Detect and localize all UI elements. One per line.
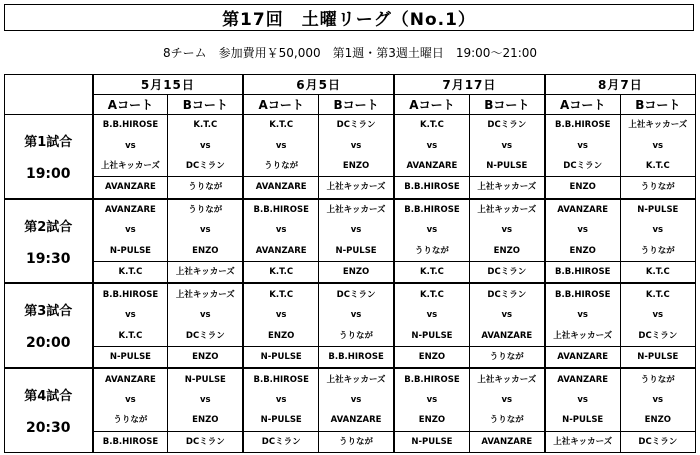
game-time: 20:30 <box>25 420 71 437</box>
corner-cell <box>5 75 93 115</box>
match-stack <box>546 200 620 282</box>
match-stack <box>244 200 318 282</box>
vs-label: vs <box>200 225 211 236</box>
game-name: 第2試合 <box>24 219 73 235</box>
match-stack <box>168 115 242 197</box>
match-cell <box>93 115 168 199</box>
vs-label: vs <box>125 310 136 321</box>
vs-label: vs <box>501 225 513 236</box>
court-header: Aコート <box>545 95 620 115</box>
match-cell <box>319 199 394 284</box>
match-cell <box>168 368 243 452</box>
match-stack <box>470 200 544 282</box>
away-team: ENZO <box>418 415 446 426</box>
match-stack <box>319 370 393 452</box>
vs-label: vs <box>200 394 211 405</box>
away-team: うりなが <box>113 415 148 426</box>
vs-label: vs <box>652 394 664 405</box>
vs-label: vs <box>501 140 513 151</box>
away-team: N-PULSE <box>260 415 302 426</box>
schedule-table <box>4 74 696 453</box>
vs-label: vs <box>275 140 287 151</box>
referee-team: 上社キッカーズ <box>546 431 620 452</box>
court-header: Bコート <box>168 95 243 115</box>
vs-label: vs <box>501 310 513 321</box>
game-time: 19:30 <box>25 250 71 267</box>
vs-label: vs <box>577 394 588 405</box>
match-cell <box>243 368 318 452</box>
home-team: DCミラン <box>336 289 376 300</box>
away-team: DCミラン <box>638 330 678 341</box>
match-stack <box>395 115 469 197</box>
league-info: 8チーム 参加費用￥50,000 第1週・第3週土曜日 19:00～21:00 <box>162 46 538 60</box>
referee-team: B.B.HIROSE <box>319 346 393 367</box>
match-stack <box>621 115 695 197</box>
away-team: AVANZARE <box>330 415 382 426</box>
match-cell <box>168 115 243 199</box>
referee-team: うりなが <box>470 346 544 367</box>
away-team: 上社キッカーズ <box>553 330 613 341</box>
away-team: AVANZARE <box>406 161 458 172</box>
referee-team: ENZO <box>168 346 242 367</box>
home-team: K.T.C <box>645 289 670 300</box>
vs-label: vs <box>125 394 136 405</box>
vs-label: vs <box>577 140 588 151</box>
match-stack <box>168 200 242 282</box>
away-team: N-PULSE <box>562 415 604 426</box>
match-stack <box>319 285 393 367</box>
court-header: Aコート <box>243 95 318 115</box>
match-stack <box>168 370 242 452</box>
home-team: 上社キッカーズ <box>477 374 537 385</box>
vs-label: vs <box>275 394 287 405</box>
match-cell <box>620 368 695 452</box>
vs-label: vs <box>125 140 136 151</box>
vs-label: vs <box>426 225 438 236</box>
game-name: 第1試合 <box>24 134 73 150</box>
away-team: うりなが <box>414 245 449 256</box>
match-stack <box>621 200 695 282</box>
home-team: B.B.HIROSE <box>404 374 460 385</box>
home-team: B.B.HIROSE <box>554 289 611 300</box>
referee-team: AVANZARE <box>244 176 318 197</box>
match-cell <box>93 368 168 452</box>
home-team: 上社キッカーズ <box>477 205 537 216</box>
home-team: B.B.HIROSE <box>102 289 159 300</box>
home-team: 上社キッカーズ <box>628 120 688 131</box>
match-stack <box>94 115 168 197</box>
match-stack <box>319 200 393 282</box>
away-team: ENZO <box>493 245 520 256</box>
home-team: 上社キッカーズ <box>326 205 386 216</box>
referee-team: K.T.C <box>94 261 168 282</box>
match-stack <box>546 370 620 452</box>
away-team: AVANZARE <box>481 330 533 341</box>
match-stack <box>244 115 318 197</box>
match-cell <box>620 199 695 284</box>
referee-team: うりなが <box>168 176 242 197</box>
match-cell <box>545 368 620 452</box>
away-team: うりなが <box>339 330 374 341</box>
match-stack <box>94 370 168 452</box>
away-team: ENZO <box>192 415 219 426</box>
match-cell <box>469 283 544 368</box>
match-stack <box>546 115 620 197</box>
home-team: AVANZARE <box>105 374 156 385</box>
away-team: K.T.C <box>118 330 143 341</box>
vs-label: vs <box>577 310 588 321</box>
match-cell <box>545 283 620 368</box>
match-cell <box>469 199 544 284</box>
away-team: ENZO <box>192 245 219 256</box>
game-row <box>5 115 696 199</box>
match-cell <box>243 283 318 368</box>
title-box <box>4 4 694 31</box>
away-team: N-PULSE <box>486 161 528 172</box>
home-team: B.B.HIROSE <box>253 205 309 216</box>
match-cell <box>319 283 394 368</box>
match-stack <box>621 285 695 367</box>
vs-label: vs <box>426 140 438 151</box>
match-stack <box>244 370 318 452</box>
vs-label: vs <box>652 225 664 236</box>
home-team: B.B.HIROSE <box>404 205 460 216</box>
date-header: 6月5日 <box>243 75 394 95</box>
home-team: DCミラン <box>487 289 527 300</box>
vs-label: vs <box>577 225 588 236</box>
match-cell <box>469 115 544 199</box>
referee-team: うりなが <box>319 431 393 452</box>
match-stack <box>319 115 393 197</box>
referee-team: K.T.C <box>244 261 318 282</box>
away-team: 上社キッカーズ <box>100 161 160 172</box>
vs-label: vs <box>426 310 438 321</box>
away-team: ENZO <box>569 245 596 256</box>
referee-team: 上社キッカーズ <box>168 261 242 282</box>
referee-team: DCミラン <box>244 431 318 452</box>
match-cell <box>93 199 168 284</box>
vs-label: vs <box>652 310 664 321</box>
vs-label: vs <box>350 225 362 236</box>
court-header-row <box>5 95 696 115</box>
vs-label: vs <box>350 140 362 151</box>
game-row <box>5 283 696 368</box>
vs-label: vs <box>426 394 438 405</box>
away-team: うりなが <box>264 161 299 172</box>
home-team: K.T.C <box>420 289 444 300</box>
match-stack <box>94 200 168 282</box>
match-cell <box>319 368 394 452</box>
game-label-cell <box>5 368 93 452</box>
referee-team: B.B.HIROSE <box>546 261 620 282</box>
match-cell <box>620 115 695 199</box>
referee-team: N-PULSE <box>621 346 695 367</box>
away-team: ENZO <box>342 161 370 172</box>
home-team: うりなが <box>188 205 223 216</box>
referee-team: ENZO <box>395 346 469 367</box>
referee-team: AVANZARE <box>546 346 620 367</box>
game-time: 19:00 <box>25 165 71 182</box>
home-team: B.B.HIROSE <box>554 120 611 131</box>
home-team: 上社キッカーズ <box>326 374 386 385</box>
game-name: 第4試合 <box>24 389 73 405</box>
home-team: K.T.C <box>269 289 294 300</box>
match-stack <box>395 200 469 282</box>
home-team: DCミラン <box>336 120 376 131</box>
match-cell <box>620 283 695 368</box>
referee-team: AVANZARE <box>94 176 168 197</box>
match-stack <box>395 285 469 367</box>
away-team: うりなが <box>640 245 675 256</box>
referee-team: B.B.HIROSE <box>395 176 469 197</box>
game-label-cell <box>5 115 93 199</box>
game-label-cell <box>5 283 93 368</box>
match-stack <box>470 115 544 197</box>
court-header: Bコート <box>469 95 544 115</box>
vs-label: vs <box>200 140 211 151</box>
match-cell <box>243 115 318 199</box>
referee-team: K.T.C <box>621 261 695 282</box>
home-team: K.T.C <box>193 120 218 131</box>
away-team: N-PULSE <box>411 330 453 341</box>
away-team: K.T.C <box>645 161 670 172</box>
referee-team: N-PULSE <box>94 346 168 367</box>
match-stack <box>470 370 544 452</box>
match-stack <box>94 285 168 367</box>
away-team: DCミラン <box>185 330 225 341</box>
referee-team: うりなが <box>621 176 695 197</box>
date-header: 7月17日 <box>394 75 545 95</box>
match-cell <box>394 283 469 368</box>
game-label-cell <box>5 199 93 284</box>
home-team: AVANZARE <box>557 205 609 216</box>
vs-label: vs <box>200 310 211 321</box>
away-team: ENZO <box>268 330 295 341</box>
referee-team: B.B.HIROSE <box>94 431 168 452</box>
away-team: うりなが <box>489 415 524 426</box>
referee-team: 上社キッカーズ <box>470 176 544 197</box>
page-title: 第17回 土曜リーグ（No.1） <box>222 10 476 30</box>
match-stack <box>395 370 469 452</box>
match-cell <box>394 115 469 199</box>
referee-team: ENZO <box>546 176 620 197</box>
vs-label: vs <box>501 394 513 405</box>
referee-team: K.T.C <box>395 261 469 282</box>
court-header: Aコート <box>394 95 469 115</box>
match-cell <box>93 283 168 368</box>
match-stack <box>244 285 318 367</box>
match-cell <box>319 115 394 199</box>
match-cell <box>394 368 469 452</box>
game-row <box>5 199 696 284</box>
away-team: AVANZARE <box>255 245 307 256</box>
away-team: DCミラン <box>563 161 603 172</box>
vs-label: vs <box>275 310 287 321</box>
referee-team: DCミラン <box>168 431 242 452</box>
home-team: N-PULSE <box>184 374 226 385</box>
match-cell <box>469 368 544 452</box>
referee-team: 上社キッカーズ <box>319 176 393 197</box>
away-team: ENZO <box>644 415 671 426</box>
away-team: N-PULSE <box>109 245 151 256</box>
date-header: 8月7日 <box>545 75 696 95</box>
home-team: 上社キッカーズ <box>175 289 235 300</box>
match-stack <box>470 285 544 367</box>
referee-team: AVANZARE <box>470 431 544 452</box>
date-header: 5月15日 <box>93 75 244 95</box>
match-stack <box>546 285 620 367</box>
match-cell <box>168 283 243 368</box>
home-team: AVANZARE <box>557 374 609 385</box>
vs-label: vs <box>652 140 664 151</box>
match-cell <box>545 115 620 199</box>
vs-label: vs <box>350 394 362 405</box>
home-team: K.T.C <box>269 120 294 131</box>
away-team: N-PULSE <box>335 245 377 256</box>
court-header: Bコート <box>620 95 695 115</box>
away-team: DCミラン <box>185 161 225 172</box>
match-cell <box>545 199 620 284</box>
schedule-body <box>5 115 696 453</box>
referee-team: N-PULSE <box>244 346 318 367</box>
home-team: うりなが <box>640 374 675 385</box>
referee-team: DCミラン <box>621 431 695 452</box>
vs-label: vs <box>125 225 136 236</box>
match-cell <box>394 199 469 284</box>
home-team: K.T.C <box>420 120 444 131</box>
match-cell <box>243 199 318 284</box>
game-name: 第3試合 <box>24 304 73 320</box>
court-header: Bコート <box>319 95 394 115</box>
referee-team: ENZO <box>319 261 393 282</box>
home-team: DCミラン <box>487 120 527 131</box>
game-row <box>5 368 696 452</box>
home-team: AVANZARE <box>105 205 156 216</box>
date-header-row <box>5 75 696 95</box>
home-team: B.B.HIROSE <box>102 120 159 131</box>
match-stack <box>621 370 695 452</box>
vs-label: vs <box>350 310 362 321</box>
vs-label: vs <box>275 225 287 236</box>
court-header: Aコート <box>93 95 168 115</box>
match-stack <box>168 285 242 367</box>
match-cell <box>168 199 243 284</box>
referee-team: DCミラン <box>470 261 544 282</box>
referee-team: N-PULSE <box>395 431 469 452</box>
game-time: 20:00 <box>25 335 71 352</box>
home-team: N-PULSE <box>637 205 679 216</box>
home-team: B.B.HIROSE <box>253 374 309 385</box>
